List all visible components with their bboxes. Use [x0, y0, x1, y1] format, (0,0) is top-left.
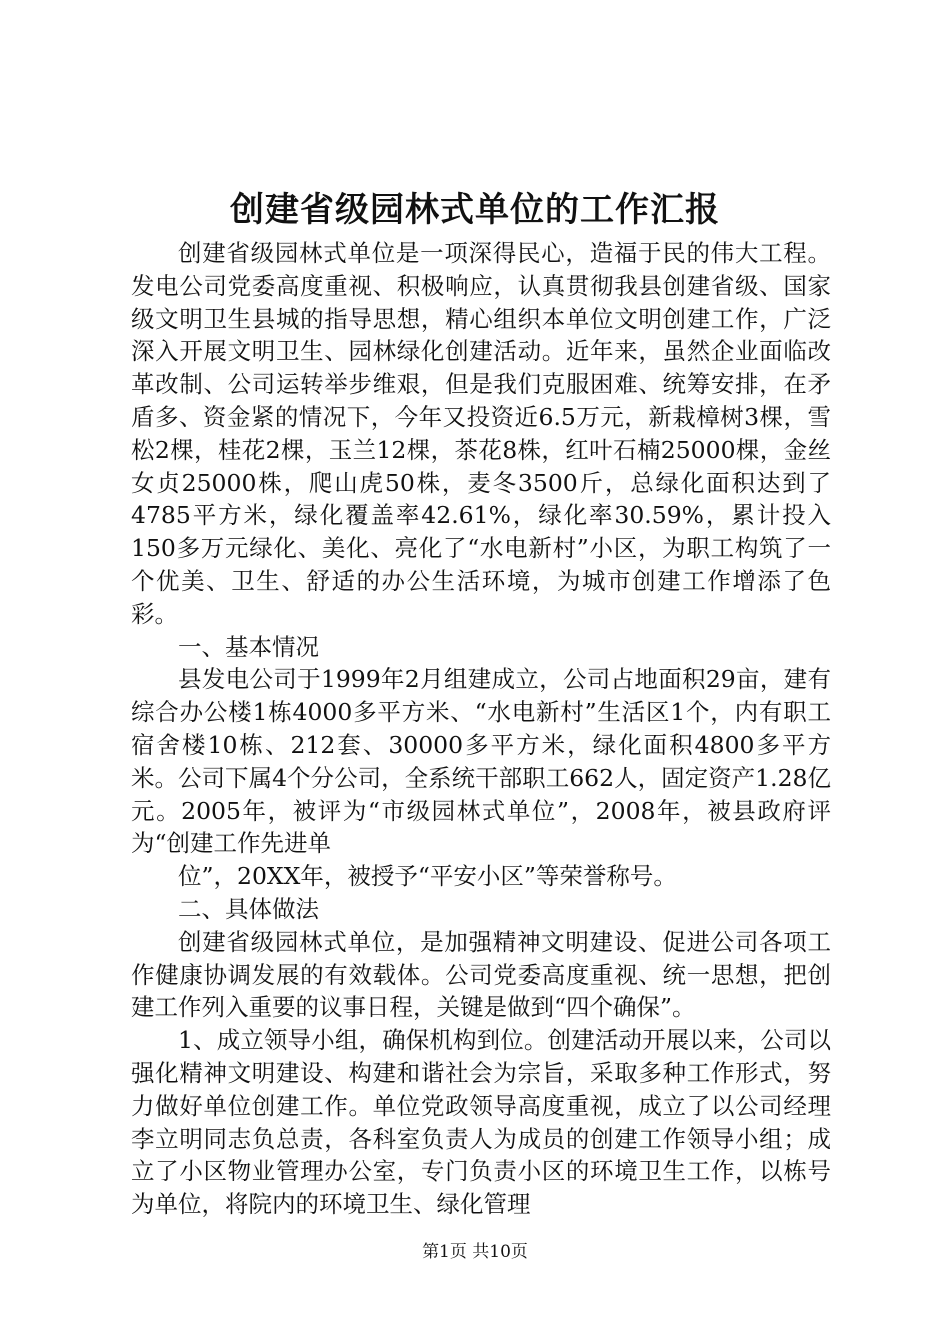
document-body — [131, 237, 831, 1221]
section-heading-specific-methods: 二、具体做法 — [178, 894, 319, 923]
section-heading-basic-situation: 一、基本情况 — [178, 632, 319, 661]
paragraph-leadership-group: 1、成立领导小组，确保机构到位。创建活动开展以来，公司以强化精神文明建设、构建和谐社会为宗旨，采取多种工作形式，努力做好单位创建工作。单位党政领导高度重视，成立了以公司经理李立明同志负总责，各科室负责人为成员的创建工作领导小组；成立了小区物业管理办公室，专门负责小区的环境卫生工作，以栋号为单位，将院内的环境卫生、绿化管理 — [131, 1026, 831, 1219]
paragraph-basic-situation: 县发电公司于1999年2月组建成立，公司占地面积29亩，建有综合办公楼1栋4000多平方米、“水电新村”生活区1个，内有职工宿舍楼10栋、212套、30000多平方米，绿化面积4800多平方米。公司下属4个分公司，全系统干部职工662人，固定资产1.28亿元。2005年，被评为“市级园林式单位”，2008年，被县政府评为“创建工作先进单 — [131, 665, 831, 858]
paragraph-honors-continuation: 位”，20XX年，被授予“平安小区”等荣誉称号。 — [178, 862, 677, 891]
document-title: 创建省级园林式单位的工作汇报 — [230, 190, 720, 230]
paragraph-intro: 创建省级园林式单位是一项深得民心，造福于民的伟大工程。发电公司党委高度重视、积极响应，认真贯彻我县创建省级、国家级文明卫生县城的指导思想，精心组织本单位文明创建工作，广泛深入开展文明卫生、园林绿化创建活动。近年来，虽然企业面临改革改制、公司运转举步维艰，但是我们克服困难、统筹安排，在矛盾多、资金紧的情况下，今年又投资近6.5万元，新栽樟树3棵，雪松2棵，桂花2棵，玉兰12棵，茶花8株，红叶石楠25000棵，金丝女贞25000株，爬山虎50株，麦冬3500斤，总绿化面积达到了4785平方米，绿化覆盖率42.61%，绿化率30.59%，累计投入150多万元绿化、美化、亮化了“水电新村”小区，为职工构筑了一个优美、卫生、舒适的办公生活环境，为城市创建工作增添了色彩。 — [131, 239, 831, 628]
paragraph-specific-methods: 创建省级园林式单位，是加强精神文明建设、促进公司各项工作健康协调发展的有效载体。公司党委高度重视、统一思想，把创建工作列入重要的议事日程，关键是做到“四个确保”。 — [131, 927, 831, 1022]
page-footer: 第1页 共10页 — [422, 1242, 528, 1262]
